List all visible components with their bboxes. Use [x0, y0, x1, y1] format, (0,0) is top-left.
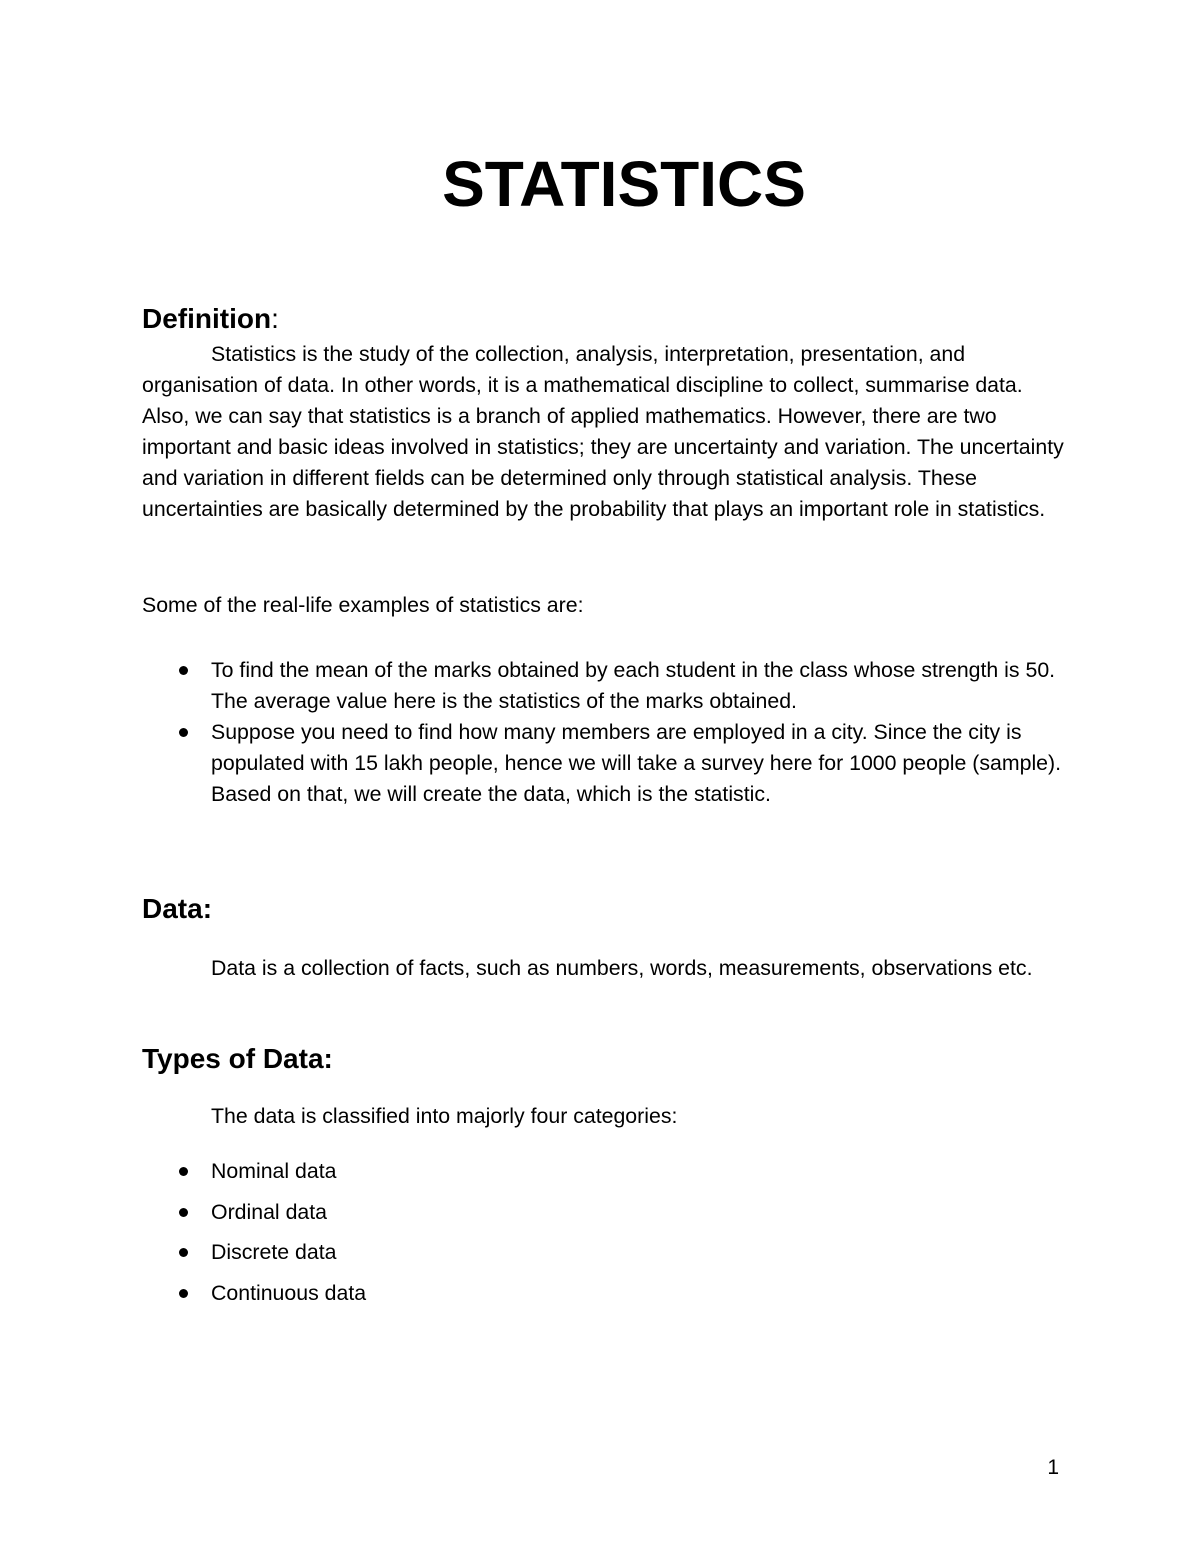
examples-list	[142, 655, 1072, 810]
bullet-icon	[179, 666, 188, 675]
bullet-icon	[179, 1248, 188, 1257]
types-list	[142, 1156, 1072, 1318]
data-heading: Data:	[142, 893, 213, 924]
type-text: Continuous data	[211, 1280, 367, 1305]
example-text: Suppose you need to find how many members are employed in a city. Since the city is populated with 15 lakh people, hence we will take a survey here for 1000 people (sample). Based on that, we will create the data, which is the statistic.	[211, 720, 1062, 806]
list-item	[142, 1237, 1072, 1268]
definition-heading-text: Definition	[142, 303, 272, 334]
list-item	[142, 717, 1072, 810]
example-text: To find the mean of the marks obtained by each student in the class whose strength is 50. The average value here is the statistics of the marks obtained.	[211, 658, 1056, 713]
list-item	[142, 1197, 1072, 1228]
type-text: Discrete data	[211, 1240, 337, 1264]
type-text: Nominal data	[211, 1159, 337, 1183]
types-intro: The data is classified into majorly four categories:	[211, 1104, 678, 1128]
document-title: STATISTICS	[442, 148, 806, 220]
list-item	[142, 655, 1072, 717]
bullet-icon	[179, 1167, 188, 1176]
type-text: Ordinal data	[211, 1199, 328, 1224]
bullet-icon	[179, 728, 188, 737]
definition-paragraph: Statistics is the study of the collection, analysis, interpretation, presentation, and organisation of data. In other words, it is a mathematical discipline to collect, summarise data. Also, we can say that statistics is a branch of applied mathematics. However, there are two important and basic ideas involved in statistics; they are uncertainty and variation. The uncertainty and variation in different fields can be determined only through statistical analysis. These uncertainties are basically determined by the probability that plays an important role in statistics.	[142, 342, 1064, 521]
bullet-icon	[179, 1289, 188, 1298]
examples-intro: Some of the real-life examples of statistics are:	[142, 593, 584, 617]
definition-heading	[142, 302, 279, 336]
bullet-icon	[179, 1208, 188, 1217]
page-number: 1	[1047, 1456, 1059, 1479]
list-item	[142, 1278, 1072, 1309]
types-heading: Types of Data:	[142, 1043, 333, 1074]
list-item	[142, 1156, 1072, 1187]
definition-heading-colon: :	[271, 303, 279, 334]
data-paragraph: Data is a collection of facts, such as numbers, words, measurements, observations etc.	[211, 956, 1033, 980]
